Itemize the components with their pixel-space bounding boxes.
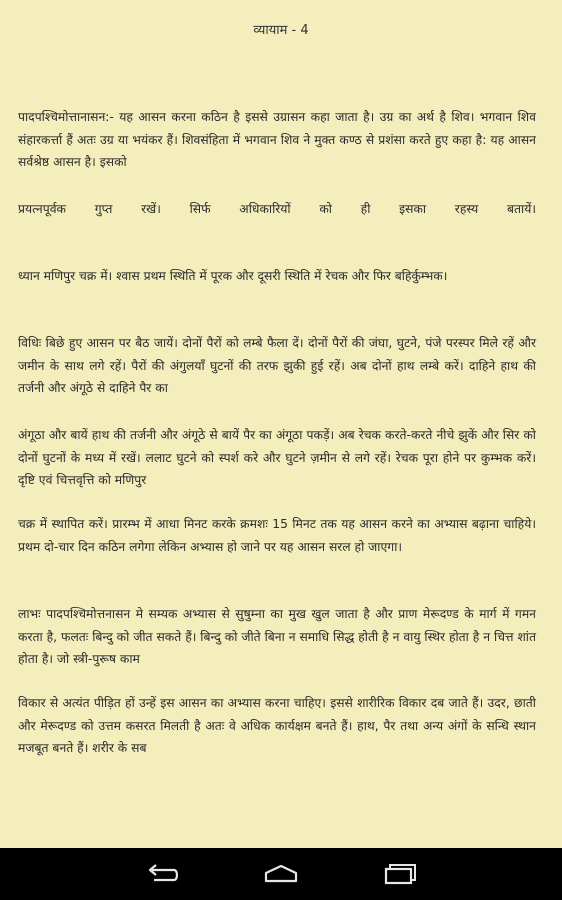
recent-apps-button[interactable] [377, 858, 425, 890]
paragraph-1: पादपश्चिमोत्तानासन:- यह आसन करना कठिन है इससे उग्रासन कहा जाता है। उग्र का अर्थ है शिव। भगवान शिव संहारकर्त्ता हैं अतः उग्र या भयंकर हैं। शिवसंहिता में भगवान शिव ने मुक्त कण्ठ से प्रशंसा करते हुए कहा है: यह आसन सर्वश्रेष्ठ आसन है। इसको [18, 110, 536, 169]
system-navigation-bar [0, 848, 562, 900]
home-button[interactable] [257, 858, 305, 890]
page-title: व्यायाम - 4 [253, 23, 309, 38]
back-icon [144, 864, 178, 884]
paragraph-2: प्रयत्नपूर्वक गुप्त रखें। सिर्फ अधिकारियों को ही इसका रहस्य बतायें। [18, 202, 536, 216]
paragraph-4: विधिः बिछे हुए आसन पर बैठ जायें। दोनों पैरों को लम्बे फैला दें। दोनों पैरों की जंघा, घुटने, पंजे परस्पर मिले रहें और जमीन के साथ लगे रहें। पैरों की अंगुलयाँ घुटनों की तरफ झुकी हुई रहें। अब दोनों हाथ लम्बे करें। दाहिने हाथ की तर्जनी और अंगूठे से दाहिने पैर का [18, 336, 536, 395]
back-button[interactable] [137, 858, 185, 890]
paragraph-6: चक्र में स्थापित करें। प्रारम्भ में आधा मिनट करके क्रमशः 15 मिनट तक यह आसन करने का अभ्यास बढ़ाना चाहिये। प्रथम दो-चार दिन कठिन लगेगा लेकिन अभ्यास हो जाने पर यह आसन सरल हो जाएगा। [18, 517, 536, 554]
paragraph-7: लाभः पादपश्चिमोत्तनासन मे सम्यक अभ्यास से सुषुम्ना का मुख खुल जाता है और प्राण मेरूदण्ड के मार्ग में गमन करता है, फलतः बिन्दु को जीत सकते हैं। बिन्दु को जीते बिना न समाधि सिद्ध होती है न वायु स्थिर होता है न चित्त शांत होता है। जो स्त्री-पुरूष काम [18, 607, 536, 666]
paragraph-5: अंगूठा और बायें हाथ की तर्जनी और अंगूठे से बायें पैर का अंगूठा पकड़ें। अब रेचक करते-करते नीचे झुकें और सिर को दोनों घुटनों के मध्य में रखें। ललाट घुटने को स्पर्श करे और घुटने ज़मीन से लगे रहें। रेचक पूरा होने पर कुम्भक करें। दृष्टि एवं चित्तवृत्ति को मणिपुर [18, 428, 536, 487]
paragraph-8: विकार से अत्यंत पीड़ित हों उन्हें इस आसन का अभ्यास करना चाहिए। इससे शारीरिक विकार दब जाते हैं। उदर, छाती और मेरूदण्ड को उत्तम कसरत मिलती है अतः वे अधिक कार्यक्षम बनते हैं। हाथ, पैर तथा अन्य अंगों के सन्धि स्थान मजबूत बनते हैं। शरीर के सब [18, 696, 536, 755]
recent-apps-icon [384, 863, 418, 885]
paragraph-3: ध्यान मणिपुर चक्र में। श्वास प्रथम स्थिति में पूरक और दूसरी स्थिति में रेचक और फिर बहिर्कुम्भक। [18, 269, 448, 283]
home-icon [263, 864, 299, 884]
